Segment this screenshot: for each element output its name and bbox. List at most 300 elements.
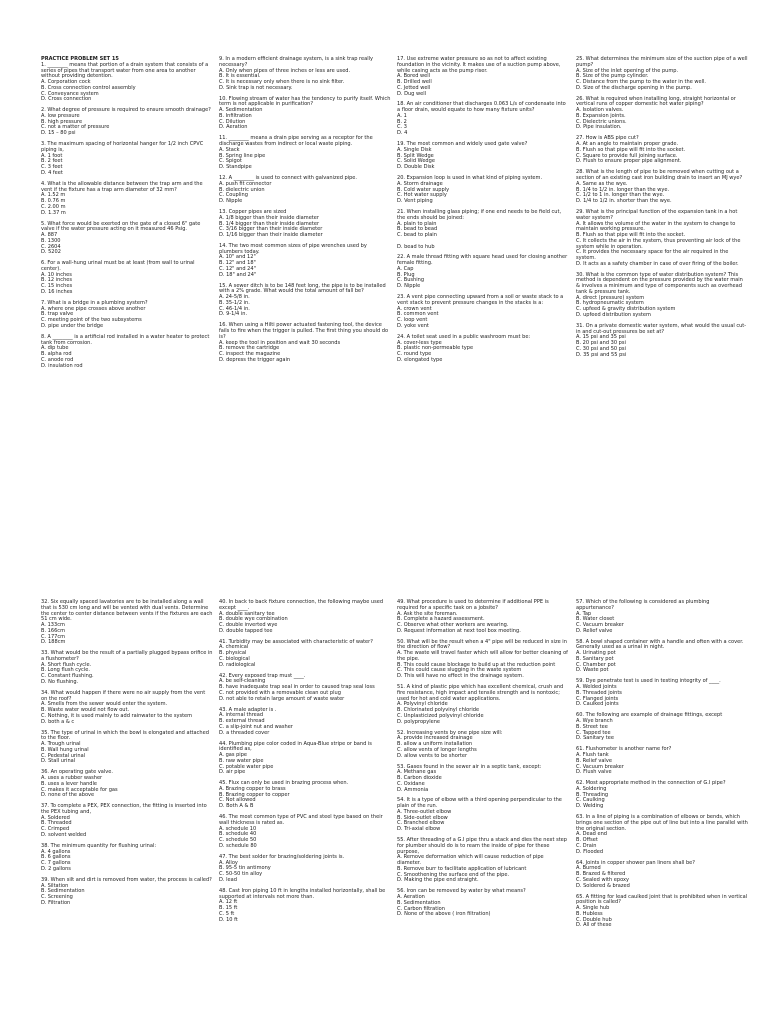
question-text: 64. Joints in copper shower pan liners shall be? <box>576 859 695 866</box>
answer-option: D. Request information at next tool box meeting. <box>397 627 521 634</box>
answer-option: C. Caulking <box>576 797 605 804</box>
answer-option: B. raw water pipe <box>219 757 264 764</box>
answer-option: D. Sanitary tee <box>576 735 614 742</box>
answer-option: A. 1 foot <box>41 152 63 159</box>
answer-option: A. Siltation <box>41 882 69 889</box>
answer-option: C. Dielectric unions. <box>576 118 627 125</box>
answer-option: A. Single Disk <box>397 146 432 153</box>
column-1 <box>41 600 213 912</box>
answer-option: C. Distance from the pump to the water in the well. <box>576 79 707 85</box>
answer-option: C. Dilution <box>219 118 246 125</box>
answer-option: A. Single hub <box>576 905 610 911</box>
answer-option: B. high pressure <box>41 118 83 125</box>
answer-option: D. Tri-axial elbow <box>397 826 441 833</box>
answer-option: B. Brazing copper to copper <box>219 791 290 798</box>
answer-option: B. dielectric union <box>219 186 265 193</box>
answer-option: C. Crimped <box>41 826 70 833</box>
answer-option: A. The waste will travel faster which will allow for better cleaning of the pipe. <box>397 650 568 662</box>
answer-option: B. Complete a hazard assessment. <box>397 616 485 623</box>
answer-option: B. have inadequate trap seal in order to caused trap seal loss <box>219 684 375 691</box>
answer-option: D. 15 – 80 psi <box>41 130 76 137</box>
answer-option: D. double tapped tee <box>219 627 273 634</box>
answer-option: A. Bored well <box>397 73 431 80</box>
question-block <box>397 176 569 205</box>
answer-option: A. 887 <box>41 232 58 238</box>
answer-option: A. 1.52 m <box>41 192 66 199</box>
question-text: 14. The two most common sizes of pipe wrenches used by plumbers today. <box>219 242 367 255</box>
answer-option: B. Hubless <box>576 910 603 917</box>
question-text: 62. Most appropriate method in the connection of G.I pipe? <box>576 780 726 787</box>
answer-option: B. allow a uniform installation <box>397 741 473 748</box>
question-text: 2. What degree of pressure is required to ensure smooth drainage? <box>41 107 211 114</box>
question-text: 17. Use extreme water pressure so as not to affect existing foundation in the vicinity. It makes use of a suction pump above, while casing acts as the pump riser. <box>397 56 561 74</box>
answer-option: B. Relief valve <box>576 757 612 764</box>
column-2 <box>219 600 391 928</box>
answer-option: A. push fit connector <box>219 180 272 187</box>
question-text: 13. Copper pipes are sized <box>219 209 287 215</box>
answer-option: A. Stack <box>219 146 240 153</box>
answer-option: C. Branched elbow <box>397 820 445 827</box>
answer-option: D. Dug well <box>397 90 427 97</box>
answer-option: B. It is essential. <box>219 73 261 80</box>
answer-option: A. 12 ft <box>219 899 238 906</box>
answer-option: A. Alloy <box>219 859 238 866</box>
answer-option: C. 3/16 bigger than their inside diameter <box>219 226 323 233</box>
question-text: 50. What will be the result when a 4" pipe will be reduced in size in the direction of flow? <box>397 638 567 651</box>
answer-option: C. It is necessary only when there is no sink filter. <box>219 79 345 85</box>
answer-option: D. 1/4 to 1/2 in. shorter than the wye. <box>576 198 672 205</box>
question-block <box>397 765 569 794</box>
question-block <box>219 323 391 363</box>
answer-option: B. remove the cartridge <box>219 345 280 352</box>
answer-option: C. Tapped tee <box>576 729 611 736</box>
answer-option: A. gas pipe <box>219 752 248 758</box>
question-text: 47. The best solder for brazing/soldering joints is. <box>219 853 345 860</box>
answer-option: A. 1/8 bigger than their inside diameter <box>219 214 319 221</box>
answer-option: A. internal thread <box>219 712 264 719</box>
question-block <box>576 781 748 810</box>
answer-option: C. Solid Wedge <box>397 158 435 165</box>
question-text: 33. What would be the result of a partially plugged bypass orifice in a flushometer? <box>41 650 213 662</box>
answer-option: B. Long flush cycle. <box>41 667 90 674</box>
question-block <box>41 335 213 370</box>
answer-option: D. No flushing. <box>41 678 79 685</box>
answer-option: 1. ________ means that portion of a drain system that consists of a series of pipes that transport water from one area to another without providing detention. <box>41 61 209 80</box>
question-block <box>576 679 748 708</box>
answer-option: D. 16 inches <box>41 288 73 295</box>
question-block <box>41 844 213 873</box>
answer-option: B. plastic non-permeable type <box>397 345 474 352</box>
answer-option: A. Corporation cock <box>41 79 91 85</box>
question-block <box>219 97 391 132</box>
answer-option: D. elongated type <box>397 356 443 363</box>
answer-option: D. Sink trap is not necessary. <box>219 84 293 91</box>
question-block <box>219 708 391 737</box>
answer-option: C. not a matter of pressure <box>41 124 110 131</box>
answer-option: B. 166cm <box>41 627 65 634</box>
column-3 <box>397 57 569 369</box>
answer-option: A. Welded joints <box>576 684 617 691</box>
question-text: 49. What procedure is used to determine if additional PPE is required for a specific task on a jobsite? <box>397 599 549 611</box>
question-block <box>41 804 213 839</box>
answer-option: A. 1 <box>397 112 407 119</box>
answer-option: B. physical <box>219 650 247 657</box>
answer-option: A. dip tube <box>41 345 69 352</box>
question-text: 63. In a line of piping is a combination of elbows or bends, which brings one section of the pipe out of line but into a line parallel with the original section. <box>576 814 748 832</box>
answer-option: C. Double hub <box>576 916 612 923</box>
answer-option: C. Observe what other workers are wearing. <box>397 622 509 628</box>
question-text: 58. A bowl shaped container with a handle and often with a cover. Generally used as a urinal in night. <box>576 638 744 651</box>
answer-option: C. 2.00 m <box>41 203 66 210</box>
answer-option: B. trap valve <box>41 311 74 318</box>
answer-option: A. Sedimentation <box>219 107 263 114</box>
answer-option: B. Side-outlet elbow <box>397 814 448 821</box>
answer-option: D. It acts as a safety chamber in case of over firing of the boiler. <box>576 260 739 267</box>
answer-option: A. direct (pressure) system <box>576 294 645 301</box>
answer-option: D. 10 ft <box>219 916 238 923</box>
answer-option: B. Waste water would not flow out. <box>41 707 130 714</box>
answer-option: C. 2604 <box>41 243 61 250</box>
question-text: 9. In a modern efficient drainage system, is a sink trap really necessary? <box>219 56 373 68</box>
answer-option: A. Trough urinal <box>41 741 81 748</box>
answer-option: B. Chlorinated polyvinyl chloride <box>397 707 480 714</box>
answer-option: D. This will have no effect in the drainage system. <box>397 673 524 680</box>
answer-option: D. polypropylene <box>397 718 441 725</box>
answer-option: B. Threaded joints <box>576 689 622 696</box>
question-text: 61. Flushometer is another name for? <box>576 746 672 753</box>
question-block <box>41 770 213 799</box>
answer-option: C. 50-50 tin alloy <box>219 871 263 878</box>
answer-option: A. Urinating pot <box>576 650 616 657</box>
question-block <box>219 210 391 239</box>
answer-option: B. double wye combination <box>219 616 288 623</box>
answer-option: A. schedule 10 <box>219 825 257 832</box>
answer-option: C. Square to provide full joining surface. <box>576 152 678 159</box>
question-text: 41. Turbidity may be associated with characteristic of water? <box>219 638 373 645</box>
answer-option: B. Sedimentation <box>397 899 441 906</box>
answer-option: B. Flush so that pipe will fit into the socket. <box>576 146 686 153</box>
question-block <box>397 731 569 760</box>
question-text: 31. On a private domestic water system, what would the usual cut-in and cut-out pressures be set at? <box>576 322 747 335</box>
question-text: 6. For a wall-hung urinal must be at least (from wall to urinal center). <box>41 260 195 272</box>
answer-option: C. loop vent <box>397 317 428 324</box>
question-block <box>219 176 391 205</box>
answer-option: D. pipe under the bridge <box>41 322 104 329</box>
answer-option: B. 2 <box>397 118 407 125</box>
question-block <box>41 301 213 330</box>
question-block <box>41 600 213 646</box>
answer-option: C. 1/2 to 1 in. longer than the wye. <box>576 192 665 199</box>
answer-option: B. 35-1/2 in. <box>219 299 250 306</box>
answer-option: A. Aeration <box>397 894 425 901</box>
answer-option: C. Unplasticized polyvinyl chloride <box>397 712 484 719</box>
answer-option: B. Cold water supply <box>397 186 450 193</box>
answer-option: C. Pedestal urinal <box>41 752 86 759</box>
answer-option: A. Short flush cycle. <box>41 661 92 668</box>
answer-option: C. Conveyance system <box>41 90 99 97</box>
question-text: 56. Iron can be removed by water by what means? <box>397 888 526 895</box>
answer-option: D. 18" and 24" <box>219 271 257 278</box>
answer-option: D. both a & c <box>41 718 75 725</box>
answer-option: D. 4 feet <box>41 169 63 176</box>
answer-option: C. Nothing, it is used mainly to add rainwater to the system <box>41 712 193 719</box>
answer-option: C. Vacuum breaker <box>576 622 624 628</box>
page-bottom <box>0 512 768 1024</box>
answer-option: A. 15 psi and 35 psi <box>576 334 626 341</box>
answer-option: D. 5202 <box>41 249 61 256</box>
question-text: 8. A ________ is a artificial rod installed in a water heater to protect tank from corrosion. <box>41 333 210 346</box>
question-text: 27. How is ABS pipe cut? <box>576 135 639 142</box>
answer-option: A. 133cm <box>41 622 65 628</box>
answer-option: D. radiological <box>219 661 256 668</box>
question-block <box>576 97 748 132</box>
answer-option: C. 177cm <box>41 633 66 640</box>
answer-option: C. anode rod <box>41 356 74 363</box>
answer-option: B. external thread <box>219 718 265 725</box>
answer-option: D. Size of the discharge opening in the pump. <box>576 84 692 91</box>
answer-option: D. allow vents to be shorter <box>397 752 468 759</box>
question-block <box>41 731 213 766</box>
question-block <box>41 261 213 296</box>
answer-option: A. 4 gallons <box>41 848 71 855</box>
answer-option: C. Screening <box>41 894 73 901</box>
answer-option: B. 1/4 bigger than their inside diameter <box>219 220 320 227</box>
answer-option: D. 188cm <box>41 639 66 646</box>
answer-option: C. round type <box>397 351 432 358</box>
answer-option: D. upfeed distribution system <box>576 311 651 318</box>
answer-option: D. 4 <box>397 130 408 137</box>
answer-option: B. Wall hung urinal <box>41 746 89 753</box>
answer-option: D. 9-1/4 in. <box>219 311 248 318</box>
column-4 <box>576 57 748 364</box>
answer-option: C. not provided with a removable clean out plug <box>219 689 341 696</box>
answer-option: C. a slip-joint nut and washer <box>219 723 293 730</box>
answer-option: B. 0.76 m <box>41 198 66 205</box>
answer-option: B. alpha rod <box>41 351 72 358</box>
answer-option: A. Same as the wye. <box>576 180 628 187</box>
answer-option: D. None of the above ( iron filtration) <box>397 911 491 918</box>
question-block <box>41 142 213 177</box>
question-text: 22. A male thread fitting with square head used for closing another female fitting. <box>397 254 568 267</box>
answer-option: B. Offset <box>576 837 598 844</box>
answer-option: B. Cross connection control assembly <box>41 84 136 91</box>
question-block <box>397 295 569 330</box>
question-block <box>576 170 748 205</box>
question-text: 7. What is a bridge in a plumbing system? <box>41 299 148 306</box>
answer-option: D. Pipe insulation. <box>576 124 622 131</box>
answer-option: B. 12 inches <box>41 277 73 284</box>
question-text: 65. A fitting for lead caulked joint that is prohibited when in vertical position is called? <box>576 893 748 906</box>
answer-option: C. Carbon filtration <box>397 905 445 912</box>
answer-option: B. Threaded <box>41 820 72 827</box>
answer-option: B. 12" and 18" <box>219 260 256 267</box>
answer-option: C. It provides the necessary space for the air required in the system. <box>576 249 729 261</box>
question-text: 51. A kind of plastic pipe which has excellent chemical, crush and fire resistance, high impact and tensile strength and is nontoxic; used for hot and cold water applications. <box>397 684 564 702</box>
question-block <box>576 57 748 92</box>
answer-option: A. Methane gas <box>397 769 437 776</box>
answer-option: B. 1300 <box>41 237 61 244</box>
answer-option: D. Cross connection <box>41 96 92 103</box>
question-text: 20. Expansion loop is used in what kind of piping system. <box>397 175 543 182</box>
question-text: 38. The minimum quantity for flushing urinal: <box>41 842 157 849</box>
answer-option: D. insulation rod <box>41 362 83 369</box>
answer-option: D. 2 gallons <box>41 865 71 872</box>
answer-option: C. 5 ft <box>219 910 235 917</box>
answer-option: C. This could cause slugging in the waste system <box>397 667 522 674</box>
question-text: 43. A male adapter is . <box>219 706 277 713</box>
question-text: 26. What is required when installing long, straight horizontal or vertical runs of copper domestic hot water piping? <box>576 95 736 108</box>
question-text: 32. Six equally spaced lavatories are to be installed along a wall that is 530 cm long and will be vented with dual vents. Determine the center to center distance between vents if the fixtures are each 51 cm wide. <box>41 599 213 623</box>
answer-option: D. yoke vent <box>397 322 429 329</box>
answer-option: A. Soldering <box>576 785 607 792</box>
question-block <box>397 102 569 137</box>
answer-option: C. 30 psi and 50 psi <box>576 345 626 352</box>
question-block <box>219 284 391 319</box>
answer-option: B. Threading <box>576 791 609 798</box>
question-text: 39. When silt and dirt is removed from water, the process is called? <box>41 876 212 883</box>
answer-option: C. Not allowed <box>219 797 256 804</box>
column-1 <box>41 57 213 375</box>
answer-option: B. Water closet <box>576 616 615 623</box>
question-block <box>576 815 748 855</box>
answer-option: A. keep the tool in position and wait 30 seconds <box>219 339 341 346</box>
question-block <box>219 889 391 924</box>
answer-option: C. Bushing <box>397 277 425 284</box>
answer-option: A. Ask the site foreman. <box>397 610 458 617</box>
question-block <box>576 861 748 890</box>
answer-option: D. Ammonia <box>397 786 429 793</box>
answer-option: D. a threaded cover <box>219 729 270 736</box>
answer-option: D. Soldered & brazed <box>576 882 630 889</box>
question-block <box>219 57 391 92</box>
answer-option: C. 3 feet <box>41 164 63 171</box>
question-text: 15. A sewer ditch is to be 148 feet long, the pipe is to be installed with a 2% grade. What would the total amount of fall be? <box>219 282 386 295</box>
question-block <box>576 895 748 930</box>
answer-option: D. none of the above <box>41 792 95 799</box>
answer-option: A. Brazing copper to brass <box>219 785 286 792</box>
question-block <box>397 685 569 725</box>
answer-option: D. Vent piping <box>397 198 433 205</box>
question-text: 53. Gases found in the sewer air in a septic tank, except: <box>397 763 542 770</box>
answer-option: C. Sealed with epoxy <box>576 876 629 883</box>
question-text: 44. Plumbing pipe color coded in Aqua-Blue stripe or band is identified as, <box>219 740 372 753</box>
answer-option: D. Nipple <box>397 283 421 290</box>
answer-option: C. inspect the magazine <box>219 351 281 358</box>
answer-option: D. Flooded <box>576 848 604 855</box>
question-block <box>41 182 213 217</box>
answer-option: D. Filtration <box>41 899 71 906</box>
answer-option: C. 46-1/4 in. <box>219 305 250 312</box>
answer-option: C. makes it acceptable for gas <box>41 786 118 793</box>
answer-option: B. 6 gallons <box>41 854 71 861</box>
answer-option: A. 10" and 12" <box>219 254 256 261</box>
answer-option: D. Standpipe <box>219 164 252 171</box>
question-block <box>397 57 569 97</box>
answer-option: D. solvent welded <box>41 831 87 838</box>
answer-option: D. not able to retain large amount of waste water <box>219 695 345 702</box>
question-text: 54. It is a type of elbow with a third opening perpendicular to the plain of the run. <box>397 797 562 810</box>
question-text: 24. A toilet seat used in a public washroom must be: <box>397 333 531 340</box>
answer-option: A. chemical <box>219 644 249 651</box>
answer-option: A. crown vent <box>397 305 432 312</box>
answer-option: D. schedule 80 <box>219 842 257 849</box>
answer-option: A. Flush tank <box>576 752 609 758</box>
question-text: 30. What is the common type of water distribution system? This method is dependent on the pressure provided by the water main & involves a minimum and type of components such as overhead tank & pressure tank. <box>576 271 743 295</box>
question-text: 60. The following are example of drainage fittings, except <box>576 712 723 719</box>
question-block <box>397 210 569 250</box>
answer-option: A. Wye branch <box>576 718 613 725</box>
answer-option: C. meeting point of the two subsystems <box>41 317 142 324</box>
question-block <box>397 600 569 635</box>
answer-option: A. Only when pipes of three inches or less are used. <box>219 67 351 74</box>
answer-option: A. Dead end <box>576 831 607 838</box>
answer-option: D. Nipple <box>219 198 243 205</box>
answer-option: B. Flush so that pipe will fit into the socket. <box>576 232 686 238</box>
question-text: 11. ________ means a drain pipe serving as a receptor for the discharge wastes from indirect or local waste piping. <box>219 135 373 148</box>
question-block <box>219 674 391 703</box>
answer-option: C. Oxidane <box>397 780 425 787</box>
question-text: 28. What is the length of pipe to be removed when cutting out a section of an existing cast iron building drain to insert an MJ wye? <box>576 169 743 182</box>
question-text: 18. An air conditioner that discharges 0.063 L/s of condensate into a floor drain, would equate to how many fixture units? <box>397 101 566 114</box>
answer-option: C. Coupling <box>219 192 248 199</box>
answer-option: B. schedule 40 <box>219 831 257 838</box>
answer-option: D. Relief valve <box>576 627 613 634</box>
question-text: 57. Which of the following is considered as plumbing appurtenance? <box>576 599 710 611</box>
answer-option: D. Both A & B <box>219 803 254 810</box>
question-text: 29. What is the principal function of the expansion tank in a hot water system? <box>576 209 738 221</box>
question-block <box>576 640 748 675</box>
answer-option: C. 12" and 24" <box>219 265 256 272</box>
question-block <box>576 324 748 359</box>
answer-option: C. 7 gallons <box>41 860 71 867</box>
answer-option: B. 20 psi and 30 psi <box>576 340 626 347</box>
answer-option: A. 24-5/8 in. <box>219 294 250 301</box>
answer-option: D. 35 psi and 55 psi <box>576 351 627 358</box>
answer-option: D. lead <box>219 876 237 883</box>
answer-option: C. 15 inches <box>41 283 73 290</box>
question-text: 48. Cast Iron piping 10 ft in lengths installed horizontally, shall be supported at intervals not more than. <box>219 887 386 900</box>
answer-option: A. Soldered <box>41 814 70 821</box>
answer-option: D. 1.37 m <box>41 209 66 216</box>
answer-option: B. Carbon dioxide <box>397 775 442 781</box>
question-block <box>397 142 569 171</box>
question-text: PRACTICE PROBLEM SET 15 <box>41 56 119 62</box>
answer-option: D. Waste pot <box>576 667 609 674</box>
question-text: 5. What force would be exerted on the gate of a closed 6" gate valve if the water pressure acting on it measured 46 Psig. <box>41 220 201 233</box>
answer-option: C. Hot water supply <box>397 192 447 199</box>
question-text: 59. Dye penetrate test is used in testing integrity of ____. <box>576 678 721 685</box>
question-block <box>397 640 569 680</box>
question-block <box>397 889 569 918</box>
answer-option: C. Drain <box>576 842 597 849</box>
answer-option: C. double inverted wye <box>219 622 278 628</box>
answer-option: D. Double Disk <box>397 164 435 171</box>
question-text: 35. The type of urinal in which the bowl is elongated and attached to the floor. <box>41 729 209 742</box>
answer-option: C. bead to plain <box>397 232 437 238</box>
question-block <box>219 855 391 884</box>
answer-option: C. Constant flushing. <box>41 673 94 680</box>
question-block <box>41 878 213 907</box>
answer-option: A. uses a rubber washer <box>41 775 103 781</box>
answer-option: A. be self-cleaning <box>219 678 266 685</box>
answer-option: D. Flush to ensure proper pipe alignment. <box>576 158 682 165</box>
answer-option: A. Polyvinyl chloride <box>397 701 448 708</box>
question-text: 25. What determines the minimum size of the suction pipe of a well pump? <box>576 56 748 68</box>
answer-option: C. schedule 50 <box>219 837 257 844</box>
question-text: 37. To complete a PEX, PEX connection, the fitting is inserted into the PEX tubing and, <box>41 803 207 815</box>
question-block <box>397 255 569 290</box>
answer-option: A. provide increased drainage <box>397 735 473 742</box>
